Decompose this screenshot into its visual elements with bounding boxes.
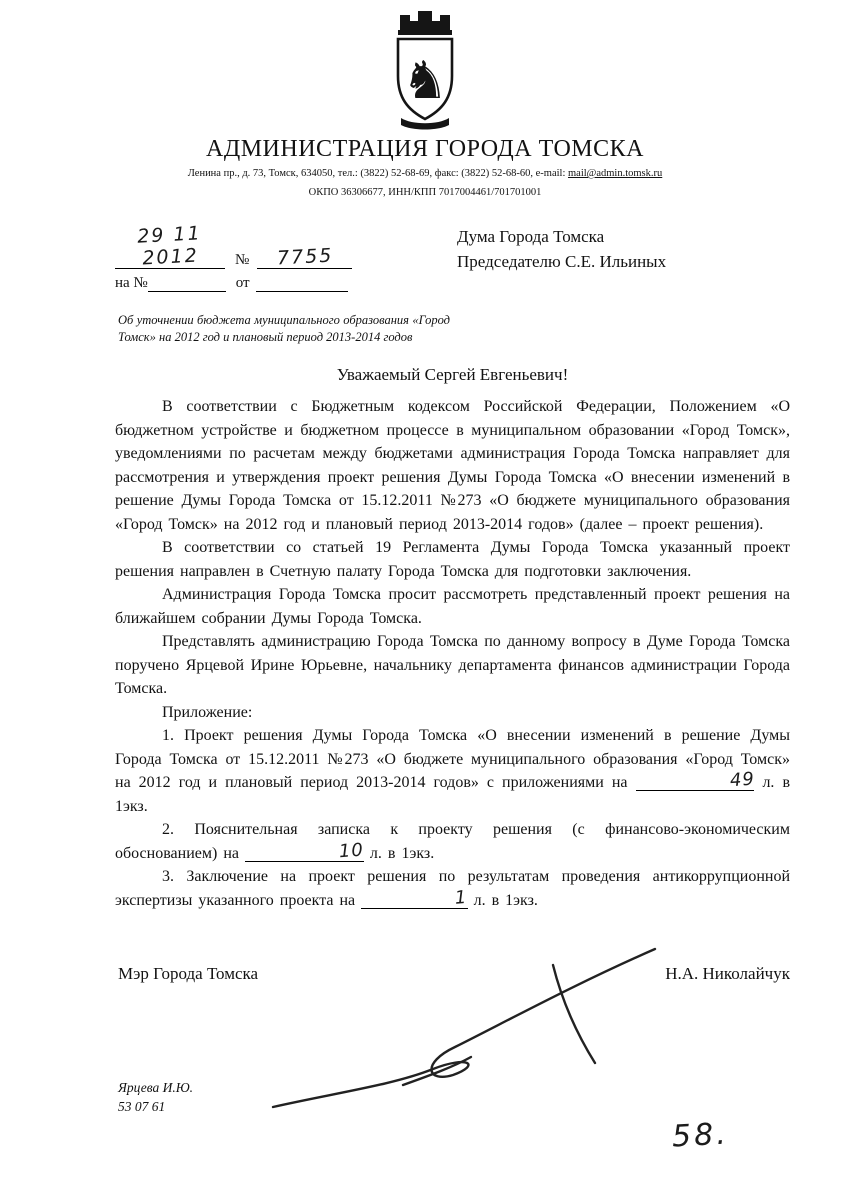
body-paragraph: В соответствии со статьей 19 Регламента Думы Города Томска указанный проект решения направлен в Счетную палату Города Томска для подготовки заключения.	[115, 539, 790, 580]
body-paragraph: В соответствии с Бюджетным кодексом Российской Федерации, Положением «О бюджетном устройстве и бюджетном процессе в муниципальном образовании «Город Томск», уведомлениями по расчетам между бюджетами администрация Города Томска направляет для рассмотрения и утверждения проект решения Думы Города Томска «О внесении изменений в решение Думы Города Томска от 15.12.2011 №273 «О бюджете муниципального образования «Город Томск» на 2012 год и плановый период 2013-2014 годов» (далее – проект решения).	[115, 398, 790, 533]
attachment-sheet-count-field	[245, 839, 365, 862]
attachment-item	[115, 818, 790, 865]
letterhead	[0, 0, 850, 198]
address-text: Ленина пр., д. 73, Томск, 634050, тел.: (3822) 52-68-69, факс: (3822) 52-68-60, e-mail:	[187, 168, 569, 179]
attachment-text: 3. Заключение на проект решения по результатам проведения антикоррупционной экспертизы указанного проекта на	[115, 868, 790, 909]
attachments-label: Приложение:	[162, 703, 253, 721]
handwritten-sheet-count: 1	[454, 886, 469, 909]
attachment-text: л. в 1экз.	[115, 774, 791, 815]
attachment-text: л. в 1экз.	[363, 844, 435, 862]
attachment-text: 2. Пояснительная записка к проекту решения (с финансово-экономическим обоснованием) на	[115, 821, 790, 862]
on-number-label: на №	[115, 275, 148, 291]
salutation: Уважаемый Сергей Евгеньевич!	[336, 365, 569, 384]
body-paragraph: Представлять администрацию Города Томска по данному вопросу в Думе Города Томска поручено Ярцевой Ирине Юрьевне, начальнику департамента финансов администрации Города Томска.	[115, 633, 790, 697]
handwritten-sheet-count: 49	[728, 768, 756, 792]
attachment-text: 1. Проект решения Думы Города Томска «О внесении изменений в решение Думы Города Томска от 15.12.2011 №273 «О бюджете муниципального образования «Город Томск» на 2012 год и плановый период 2013-2014 годов» с приложениями на	[115, 727, 790, 791]
executor-name: Ярцева И.Ю.	[118, 1080, 194, 1095]
reference-row	[115, 224, 790, 292]
signer-title: Мэр Города Томска	[118, 964, 259, 983]
outgoing-number-line	[115, 224, 395, 269]
address-line	[0, 168, 850, 179]
svg-text:♞: ♞	[401, 51, 449, 111]
handwritten-sheet-count: 10	[338, 839, 365, 862]
handwritten-number: 7755	[276, 244, 334, 270]
registration-codes: ОКПО 36306677, ИНН/КПП 7017004461/701701001	[308, 187, 542, 198]
outgoing-number-field	[257, 246, 352, 269]
recipient-block	[457, 224, 666, 274]
from-label: от	[235, 275, 250, 291]
outgoing-date-field	[115, 224, 225, 269]
body-paragraph: Администрация Города Томска просит рассмотреть представленный проект решения на ближайшем собрании Думы Города Томска.	[115, 586, 790, 627]
handwritten-page-number: 58.	[671, 1116, 730, 1155]
incoming-date-blank	[256, 276, 348, 292]
recipient-organization: Дума Города Томска	[457, 227, 605, 246]
handwritten-date: 29 11 2012	[136, 222, 203, 270]
incoming-number-blank	[148, 276, 226, 292]
attachment-sheet-count-field	[361, 886, 469, 909]
tomsk-coat-of-arms-icon	[386, 8, 464, 130]
org-name: АДМИНИСТРАЦИЯ ГОРОДА ТОМСКА	[206, 136, 644, 162]
signature-scribble	[255, 935, 685, 1120]
signer-name: Н.А. Николайчук	[665, 964, 790, 983]
signature-row	[118, 964, 790, 984]
attachment-item	[115, 865, 790, 912]
attachment-text: л. в 1экз.	[467, 891, 538, 909]
reference-fields	[115, 224, 395, 292]
incoming-reference-line	[115, 275, 395, 292]
attachment-sheet-count-field	[636, 768, 756, 792]
attachment-item	[115, 724, 790, 818]
letter-body	[115, 395, 790, 912]
email-link: mail@admin.tomsk.ru	[568, 168, 663, 179]
recipient-person: Председателю С.Е. Ильиных	[457, 252, 667, 271]
executor-phone: 53 07 61	[118, 1099, 166, 1114]
subject-annotation: Об уточнении бюджета муниципального образования «Город Томск» на 2012 год и плановый период 2013-2014 годов	[118, 313, 450, 344]
number-sign-label: №	[235, 252, 250, 268]
executor-block	[118, 1078, 193, 1116]
